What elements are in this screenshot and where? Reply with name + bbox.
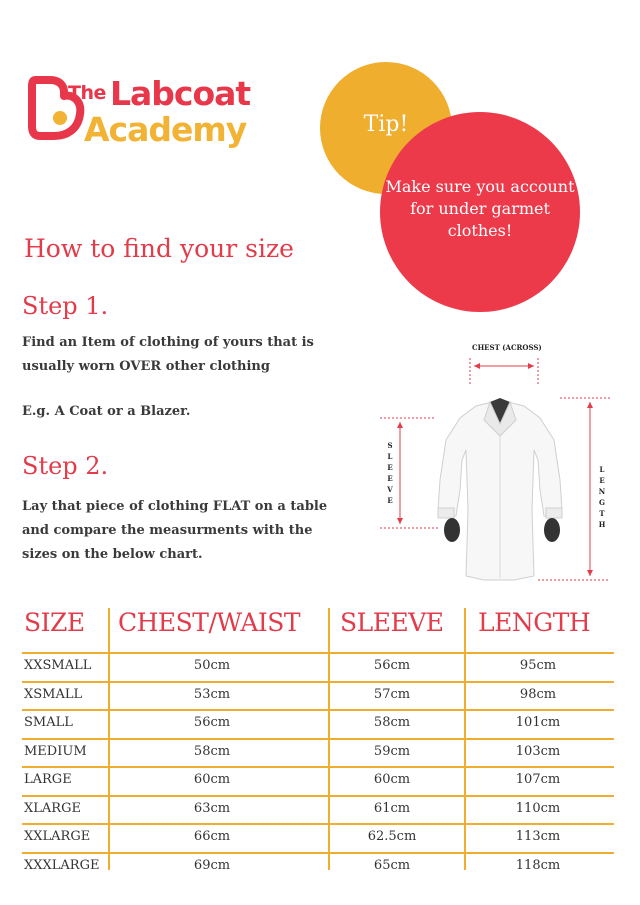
cell-chest: 58cm [193,743,231,759]
cell-length: 103cm [515,743,561,759]
page-title: How to find your size [24,234,294,263]
tip-label: Tip! [363,112,409,137]
chest-label: CHEST (ACROSS) [472,343,542,352]
cell-length: 98cm [519,686,557,702]
cell-length: 101cm [515,715,561,730]
header-size: SIZE [24,608,85,637]
step1-body: Find an Item of clothing of yours that is usually worn OVER other clothing [22,335,314,374]
cell-sleeve: 57cm [373,686,411,702]
cell-size: LARGE [24,772,72,787]
cell-chest: 69cm [193,857,231,873]
cell-size: XXLARGE [24,829,91,844]
cell-sleeve: 56cm [373,658,411,673]
table-row [22,766,614,795]
cell-size: XXSMALL [24,658,92,673]
table-row [22,652,614,681]
header-chest-waist: CHEST/WAIST [118,608,301,637]
cell-size: MEDIUM [24,743,87,759]
step2-title: Step 2. [22,452,109,480]
cell-chest: 66cm [193,829,231,844]
tip-note: Make sure you account for under garmet clothes! [385,177,575,240]
labcoat-illustration [374,340,624,590]
table-row [22,823,614,852]
cell-sleeve: 60cm [373,772,411,787]
table-row [22,709,614,738]
table-row [22,738,614,767]
cell-sleeve: 65cm [373,857,411,873]
cell-sleeve: 62.5cm [367,829,417,844]
length-label: LENGTH [598,465,606,529]
cell-length: 113cm [515,829,561,844]
table-header [22,604,614,652]
cell-length: 95cm [519,658,557,673]
cell-chest: 60cm [193,772,231,787]
header-sleeve: SLEEVE [340,608,444,637]
size-chart-table [22,604,614,880]
cell-size: XLARGE [24,800,81,816]
table-row [22,852,614,881]
cell-size: XXXLARGE [24,857,100,873]
table-row [22,681,614,710]
cell-chest: 56cm [193,715,231,730]
cell-chest: 63cm [193,800,231,816]
brand-logo [26,72,286,162]
cell-chest: 53cm [193,686,231,702]
cell-sleeve: 59cm [373,743,411,759]
logo-labcoat-text: Labcoat [110,74,251,113]
sleeve-label: SLEEVE [387,441,393,505]
logo-academy-text: Academy [84,110,247,149]
step1-title: Step 1. [22,292,109,320]
logo-the-text: The [68,82,106,104]
cell-sleeve: 61cm [373,800,411,816]
header-length: LENGTH [478,608,591,637]
table-row [22,795,614,824]
cell-chest: 50cm [193,658,231,673]
coat-measurement-diagram [374,340,624,590]
cell-size: XSMALL [24,686,83,702]
cell-length: 110cm [515,800,561,816]
step1-example: E.g. A Coat or a Blazer. [22,404,191,419]
step2-body: Lay that piece of clothing FLAT on a table and compare the measurments with the sizes on the below chart. [22,499,328,562]
cell-sleeve: 58cm [373,715,411,730]
cell-length: 107cm [515,772,561,787]
cell-size: SMALL [24,715,73,730]
cell-length: 118cm [515,857,561,873]
